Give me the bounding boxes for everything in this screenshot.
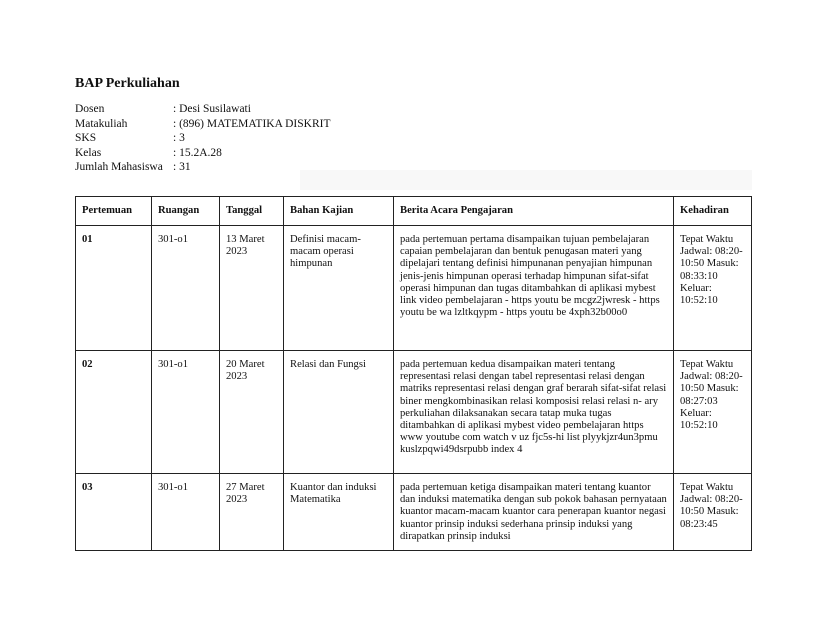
info-value: : Desi Susilawati bbox=[173, 103, 251, 115]
cell-kehadiran: Tepat Waktu Jadwal: 08:20-10:50 Masuk: 08:27:03 Keluar: 10:52:10 bbox=[674, 351, 752, 474]
cell-bahan-kajian: Definisi macam-macam operasi himpunan bbox=[284, 226, 394, 351]
cell-kehadiran: Tepat Waktu Jadwal: 08:20-10:50 Masuk: 08:33:10 Keluar: 10:52:10 bbox=[674, 226, 752, 351]
cell-kehadiran: Tepat Waktu Jadwal: 08:20-10:50 Masuk: 08:23:45 bbox=[674, 474, 752, 551]
table-row bbox=[76, 351, 752, 474]
cell-berita-acara: pada pertemuan ketiga disampaikan materi tentang kuantor dan induksi matematika dengan sub pokok bahasan pernyataan kuantor macam-macam kuantor cara penerapan kuantor negasi kuantor prinsip induksi sederhana prinsip induksi yang dirapatkan prinsip induksi bbox=[394, 474, 674, 551]
header-pertemuan: Pertemuan bbox=[76, 197, 152, 226]
info-row-dosen bbox=[75, 102, 330, 117]
cell-pertemuan: 02 bbox=[76, 351, 152, 474]
background-band bbox=[300, 170, 752, 190]
header-ruangan: Ruangan bbox=[152, 197, 220, 226]
info-value: : 15.2A.28 bbox=[173, 146, 222, 159]
cell-pertemuan: 03 bbox=[76, 474, 152, 551]
header-kehadiran: Kehadiran bbox=[674, 197, 752, 226]
info-label: Kelas bbox=[75, 146, 102, 159]
info-row-matakuliah bbox=[75, 117, 330, 132]
cell-berita-acara: pada pertemuan pertama disampaikan tujuan pembelajaran capaian pembelajaran dan bentuk penugasan materi yang dipelajari tentang definisi himpunanan penyajian himpunan jenis-jenis himpunan operasi terhadap himpunan sifat-sifat operasi himpunan dan tugas ditambahkan di aplikasi mybest link video pembelajaran - https youtu be mcgz2jwresk - https youtu be wa lzltkqypm - https youtu be 4xph32b00o0 bbox=[394, 226, 674, 351]
info-value: : 31 bbox=[173, 161, 191, 174]
info-label: Matakuliah bbox=[75, 117, 128, 130]
info-value: : 3 bbox=[173, 132, 185, 145]
table-row bbox=[76, 226, 752, 351]
cell-berita-acara: pada pertemuan kedua disampaikan materi tentang representasi relasi dengan tabel representasi relasi dengan matriks representasi relasi dengan graf berarah sifat-sifat relasi biner mengkombinasikan relasi komposisi relasi relasi n- ary perkuliahan dilaksanakan secara tatap muka tugas ditambahkan di aplikasi mybest video pembelajaran https www youtube com watch v uz fjc5s-hi list plyykjzr4un3pmu kuslzpqwi49dsrpubb index 4 bbox=[394, 351, 674, 474]
info-row-jumlah-mahasiswa bbox=[75, 160, 330, 175]
info-label: Dosen bbox=[75, 103, 105, 115]
info-row-kelas bbox=[75, 146, 330, 161]
cell-tanggal: 20 Maret 2023 bbox=[220, 351, 284, 474]
cell-tanggal: 27 Maret 2023 bbox=[220, 474, 284, 551]
info-value: : (896) MATEMATIKA DISKRIT bbox=[173, 117, 331, 130]
cell-bahan-kajian: Kuantor dan induksi Matematika bbox=[284, 474, 394, 551]
bap-table bbox=[75, 196, 752, 551]
cell-tanggal: 13 Maret 2023 bbox=[220, 226, 284, 351]
cell-pertemuan: 01 bbox=[76, 226, 152, 351]
info-label: Jumlah Mahasiswa bbox=[75, 161, 163, 174]
page-title: BAP Perkuliahan bbox=[75, 76, 180, 91]
header-tanggal: Tanggal bbox=[220, 197, 284, 226]
cell-ruangan: 301-o1 bbox=[152, 351, 220, 474]
info-row-sks bbox=[75, 131, 330, 146]
header-bahan-kajian: Bahan Kajian bbox=[284, 197, 394, 226]
cell-bahan-kajian: Relasi dan Fungsi bbox=[284, 351, 394, 474]
cell-ruangan: 301-o1 bbox=[152, 226, 220, 351]
header-berita-acara: Berita Acara Pengajaran bbox=[394, 197, 674, 226]
table-row bbox=[76, 474, 752, 551]
table-header-row bbox=[76, 197, 752, 226]
course-info bbox=[75, 102, 330, 175]
info-label: SKS bbox=[75, 132, 97, 145]
cell-ruangan: 301-o1 bbox=[152, 474, 220, 551]
